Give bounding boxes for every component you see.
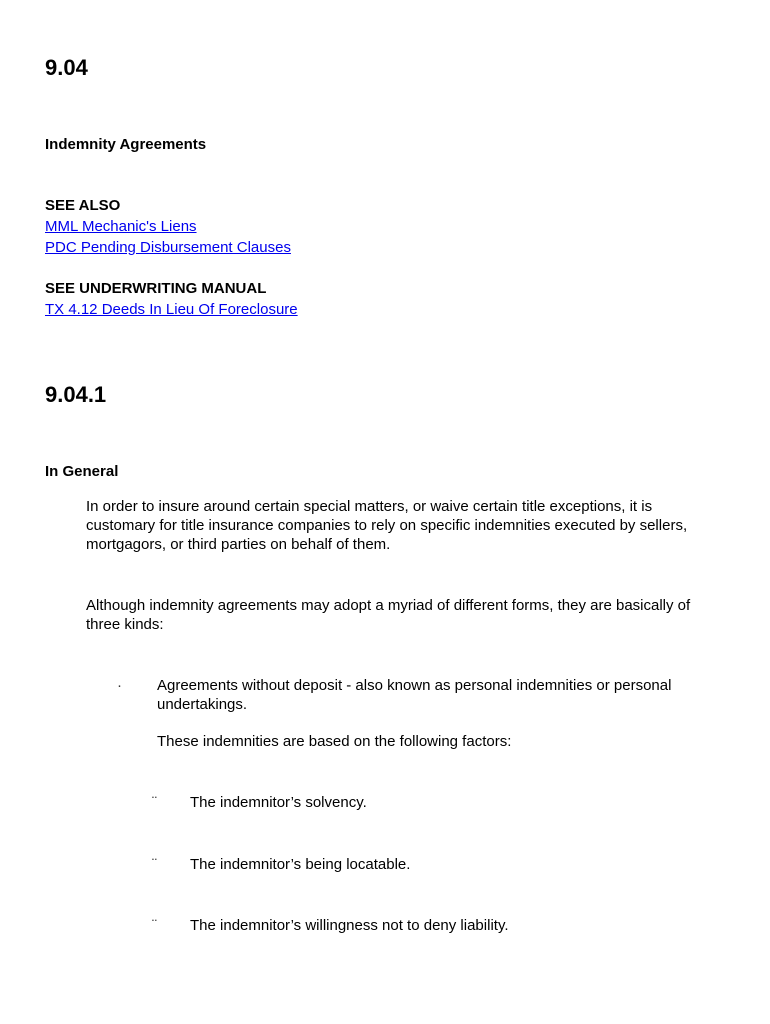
- section-title: Indemnity Agreements: [45, 136, 207, 153]
- paragraph-line: mortgagors, or third parties on behalf of them.: [86, 536, 391, 553]
- link-pdc-pending-disbursement-clauses[interactable]: PDC Pending Disbursement Clauses: [45, 239, 291, 256]
- paragraph-line: Although indemnity agreements may adopt a myriad of different forms, they are basically of: [86, 597, 691, 614]
- section-number: 9.04: [45, 55, 88, 80]
- paragraph-line: In order to insure around certain special matters, or waive certain title exceptions, it is: [86, 498, 653, 515]
- paragraph-intro: [86, 497, 687, 554]
- sub-bullet-marker: ¨: [152, 856, 157, 873]
- see-underwriting-manual-heading: SEE UNDERWRITING MANUAL: [45, 280, 267, 297]
- subsection-number: 9.04.1: [45, 382, 107, 407]
- sub-item-solvency: The indemnitor’s solvency.: [190, 794, 367, 811]
- link-mml-mechanics-liens[interactable]: MML Mechanic's Liens: [45, 218, 197, 235]
- list-item-agreements-without-deposit: [157, 676, 671, 714]
- see-also-heading: SEE ALSO: [45, 197, 121, 214]
- list-item-line: undertakings.: [157, 696, 248, 713]
- sub-bullet-marker: ¨: [152, 917, 157, 934]
- paragraph-line: customary for title insurance companies to rely on specific indemnities executed by sellers,: [86, 517, 688, 534]
- subsection-title: In General: [45, 463, 119, 480]
- sub-item-willingness: The indemnitor’s willingness not to deny liability.: [190, 917, 509, 934]
- list-item-followup: These indemnities are based on the following factors:: [157, 733, 512, 750]
- bullet-marker: ·: [117, 677, 122, 694]
- link-tx-4-12-deeds-in-lieu[interactable]: TX 4.12 Deeds In Lieu Of Foreclosure: [45, 301, 298, 318]
- sub-bullet-marker: ¨: [152, 794, 157, 811]
- paragraph-kinds: [86, 596, 690, 634]
- paragraph-line: three kinds:: [86, 616, 164, 633]
- list-item-line: Agreements without deposit - also known as personal indemnities or personal: [157, 677, 672, 694]
- sub-item-locatable: The indemnitor’s being locatable.: [190, 856, 411, 873]
